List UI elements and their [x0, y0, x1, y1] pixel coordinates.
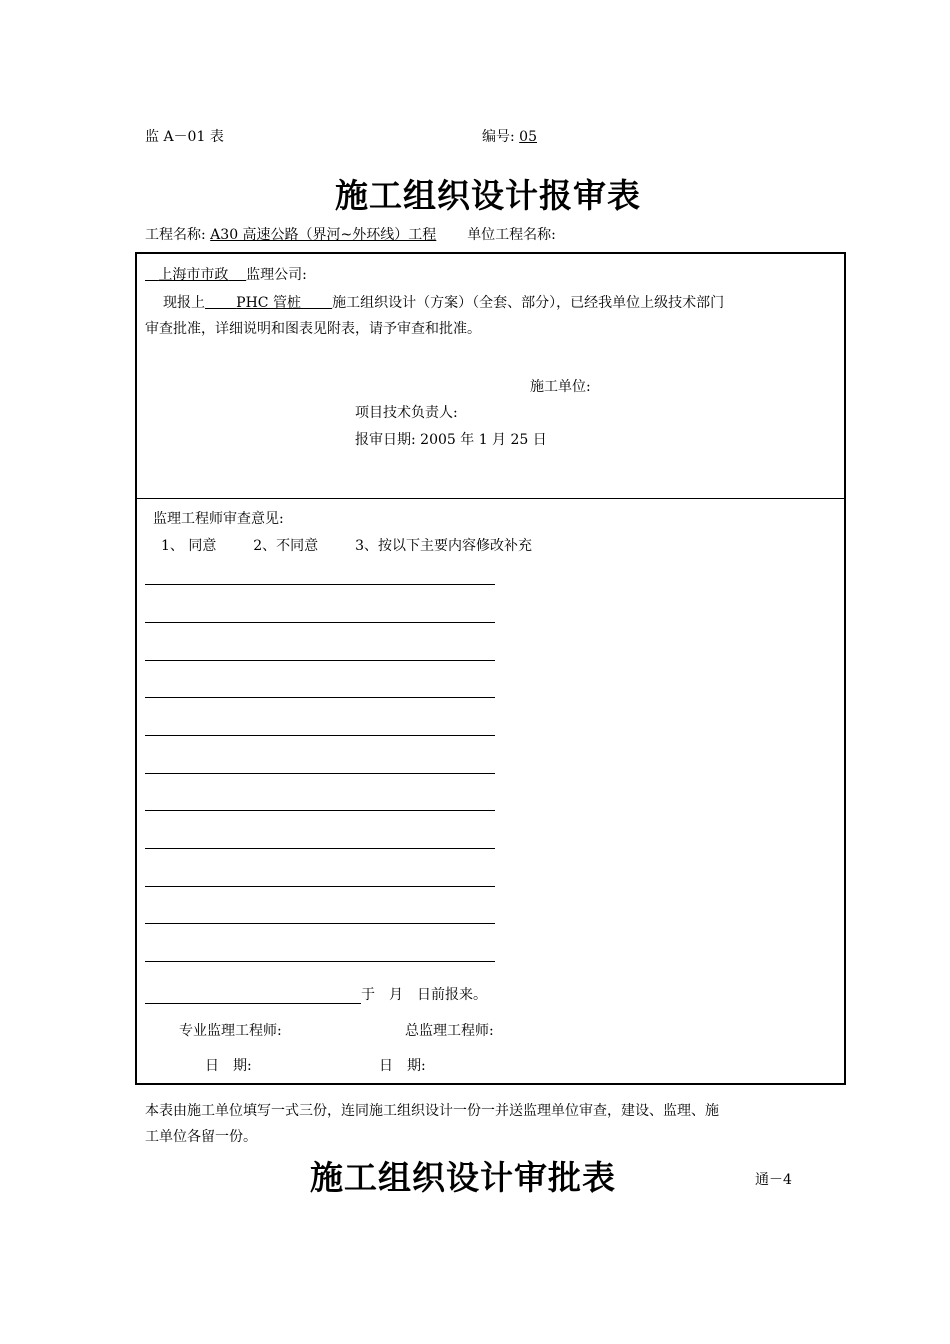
form-number-value: 05: [519, 129, 537, 145]
project-name-value: A30 高速公路（界河~外环线）工程: [210, 227, 437, 243]
option-revise: 3、按以下主要内容修改补充: [355, 538, 533, 554]
comment-line: [145, 660, 495, 661]
comment-line: [145, 961, 495, 962]
submission-line-2: 审查批准，详细说明和图表见附表，请予审查和批准。: [145, 321, 481, 337]
comment-line: [145, 773, 495, 774]
submission-suffix: 施工组织设计（方案）（全套、部分），已经我单位上级技术部门: [332, 295, 725, 311]
option-disagree: 2、不同意: [253, 538, 319, 554]
addressee-line: [145, 266, 307, 284]
option-agree: 1、 同意: [161, 538, 217, 554]
comment-line: [145, 848, 495, 849]
project-line: [145, 226, 556, 244]
form-number-label: 编号:: [482, 129, 515, 145]
comment-line: [145, 697, 495, 698]
next-form-title: 施工组织设计审批表: [310, 1158, 616, 1197]
submission-date-value: 2005 年 1 月 25 日: [420, 432, 547, 448]
submission-prefix: 现报上: [163, 295, 205, 311]
tech-lead-label: 项目技术负责人:: [355, 405, 458, 421]
footnote-line-1: 本表由施工单位填写一式三份，连同施工组织设计一份一并送监理单位审查，建设、监理、施: [145, 1103, 719, 1119]
footnote-line-2: 工单位各留一份。: [145, 1129, 257, 1145]
review-options: [161, 537, 532, 555]
submitted-item: PHC 管桩: [236, 295, 301, 311]
chief-date-label: 日 期:: [379, 1058, 426, 1074]
addressee: 上海市市政: [158, 267, 229, 283]
section-divider: [137, 498, 844, 499]
comment-line: [145, 810, 495, 811]
unit-project-label: 单位工程名称:: [467, 227, 556, 243]
addressee-suffix: 监理公司:: [246, 267, 307, 283]
comment-line: [145, 584, 495, 585]
comment-line: [145, 735, 495, 736]
chief-engineer-label: 总监理工程师:: [405, 1023, 494, 1039]
comment-line: [145, 886, 495, 887]
engineer-date-label: 日 期:: [205, 1058, 252, 1074]
comment-line: [145, 622, 495, 623]
review-heading: 监理工程师审查意见:: [153, 511, 284, 527]
form-code: 监 A－01 表: [145, 129, 224, 145]
deadline-blank: [145, 987, 361, 1004]
deadline-line: [145, 986, 487, 1004]
submission-line-1: [163, 294, 724, 312]
submission-date-label: 报审日期:: [355, 432, 416, 448]
submission-date: [355, 431, 547, 449]
contractor-label: 施工单位:: [530, 379, 591, 395]
page-title: 施工组织设计报审表: [335, 176, 641, 215]
project-name-label: 工程名称:: [145, 227, 206, 243]
comment-line: [145, 923, 495, 924]
engineer-label: 专业监理工程师:: [179, 1023, 282, 1039]
deadline-text: 于 月 日前报来。: [361, 987, 487, 1003]
next-form-code: 通－4: [755, 1172, 792, 1188]
form-number: [482, 128, 537, 146]
